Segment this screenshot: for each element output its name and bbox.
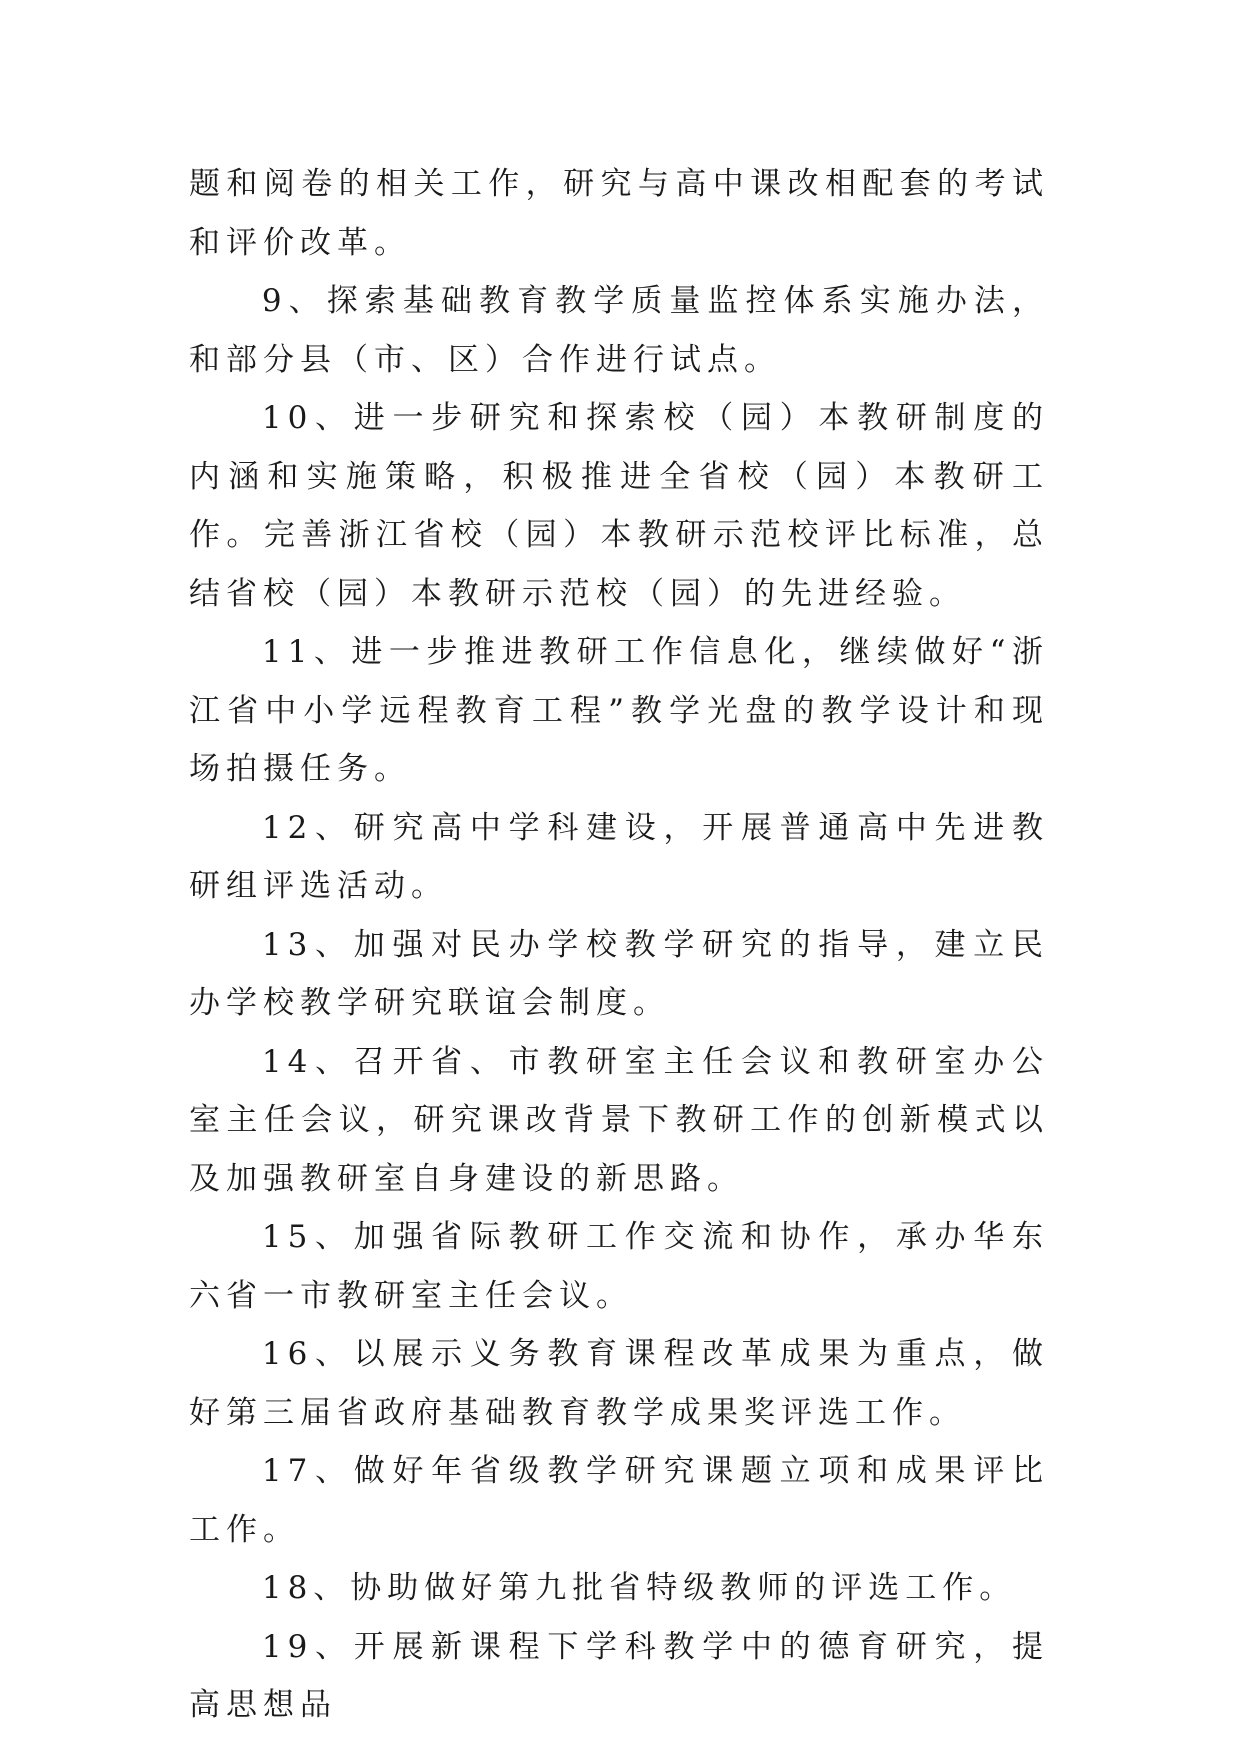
document-body — [189, 155, 1049, 1735]
paragraph-item-13: 13、加强对民办学校教学研究的指导，建立民办学校教学研究联谊会制度。 — [189, 926, 1049, 1021]
paragraph-item-14: 14、召开省、市教研室主任会议和教研室办公室主任会议，研究课改背景下教研工作的创新模式以及加强教研室自身建设的新思路。 — [189, 1043, 1049, 1197]
paragraph-item-18: 18、协助做好第九批省特级教师的评选工作。 — [261, 1570, 1017, 1606]
paragraph-item-9: 9、探索基础教育教学质量监控体系实施办法，和部分县（市、区）合作进行试点。 — [189, 283, 1049, 378]
paragraph-item-10: 10、进一步研究和探索校（园）本教研制度的内涵和实施策略，积极推进全省校（园）本教研工作。完善浙江省校（园）本教研示范校评比标准，总结省校（园）本教研示范校（园）的先进经验。 — [189, 400, 1049, 612]
paragraph-item-19: 19、开展新课程下学科教学中的德育研究，提高思想品 — [189, 1628, 1049, 1723]
paragraph-item-16: 16、以展示义务教育课程改革成果为重点，做好第三届省政府基础教育教学成果奖评选工作。 — [189, 1336, 1049, 1431]
paragraph-item-11: 11、进一步推进教研工作信息化，继续做好“浙江省中小学远程教育工程”教学光盘的教学设计和现场拍摄任务。 — [189, 634, 1049, 787]
paragraph-item-17: 17、做好年省级教学研究课题立项和成果评比工作。 — [189, 1453, 1049, 1548]
paragraph-item-12: 12、研究高中学科建设，开展普通高中先进教研组评选活动。 — [189, 809, 1049, 904]
paragraph-item-15: 15、加强省际教研工作交流和协作，承办华东六省一市教研室主任会议。 — [189, 1219, 1049, 1314]
paragraph-continuation: 题和阅卷的相关工作，研究与高中课改相配套的考试和评价改革。 — [189, 166, 1049, 261]
